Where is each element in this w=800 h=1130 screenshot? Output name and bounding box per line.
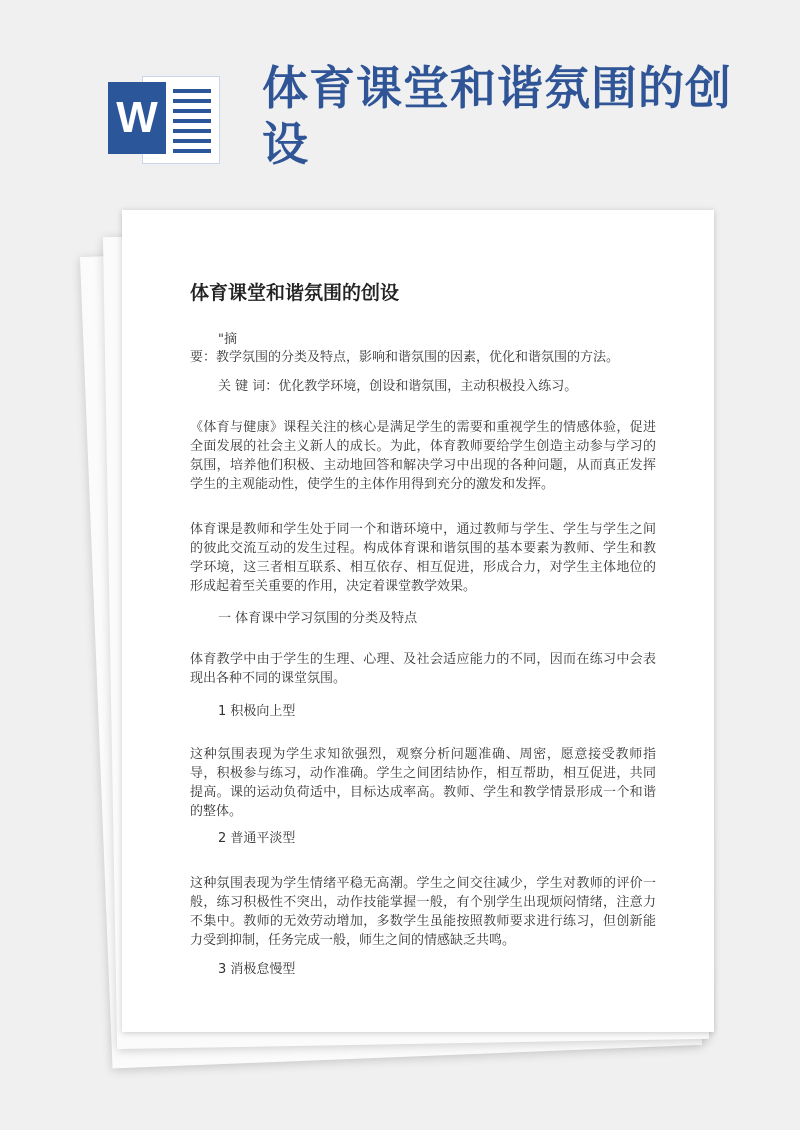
header-title: 体育课堂和谐氛围的创设 xyxy=(262,61,732,171)
section-heading: 一 体育课中学习氛围的分类及特点 xyxy=(218,611,418,626)
word-letter-tile: W xyxy=(108,82,166,154)
paragraph: 这种氛围表现为学生求知欲强烈，观察分析问题准确、周密，愿意接受教师指导，积极参与练习，动作准确。学生之间团结协作，相互帮助，相互促进，共同提高。课的运动负荷适中，目标达成率高。教师、学生和教学情景形成一个和谐的整体。 xyxy=(190,747,656,819)
subsection-heading: 2 普通平淡型 xyxy=(218,831,296,846)
subsection-heading: 3 消极怠慢型 xyxy=(218,962,296,977)
abstract-label: "摘 xyxy=(218,332,237,347)
paragraph: 体育课是教师和学生处于同一个和谐环境中，通过教师与学生、学生与学生之间的彼此交流互动的发生过程。构成体育课和谐氛围的基本要素为教师、学生和教学环境，这三者相互联系、相互依存、相互促进，形成合力，对学生主体地位的形成起着至关重要的作用，决定着课堂教学效果。 xyxy=(190,522,656,594)
document-page xyxy=(122,210,714,1032)
abstract-text: 要：教学氛围的分类及特点，影响和谐氛围的因素，优化和谐氛围的方法。 xyxy=(190,350,620,365)
paragraph: 《体育与健康》课程关注的核心是满足学生的需要和重视学生的情感体验，促进全面发展的社会主义新人的成长。为此，体育教师要给学生创造主动参与学习的氛围，培养他们积极、主动地回答和解决学习中出现的各种问题，从而真正发挥学生的主观能动性，使学生的主体作用得到充分的激发和发挥。 xyxy=(190,420,656,492)
paragraph: 体育教学中由于学生的生理、心理、及社会适应能力的不同，因而在练习中会表现出各种不同的课堂氛围。 xyxy=(190,652,656,686)
word-document-icon xyxy=(108,72,220,168)
paragraph: 这种氛围表现为学生情绪平稳无高潮。学生之间交往减少，学生对教师的评价一般，练习积极性不突出，动作技能掌握一般，有个别学生出现烦闷情绪，注意力不集中。教师的无效劳动增加，多数学生虽能按照教师要求进行练习，但创新能力受到抑制，任务完成一般，师生之间的情感缺乏共鸣。 xyxy=(190,876,656,948)
subsection-heading: 1 积极向上型 xyxy=(218,704,296,719)
keywords-line: 关 键 词：优化教学环境，创设和谐氛围，主动积极投入练习。 xyxy=(218,379,578,394)
document-title: 体育课堂和谐氛围的创设 xyxy=(190,282,400,304)
